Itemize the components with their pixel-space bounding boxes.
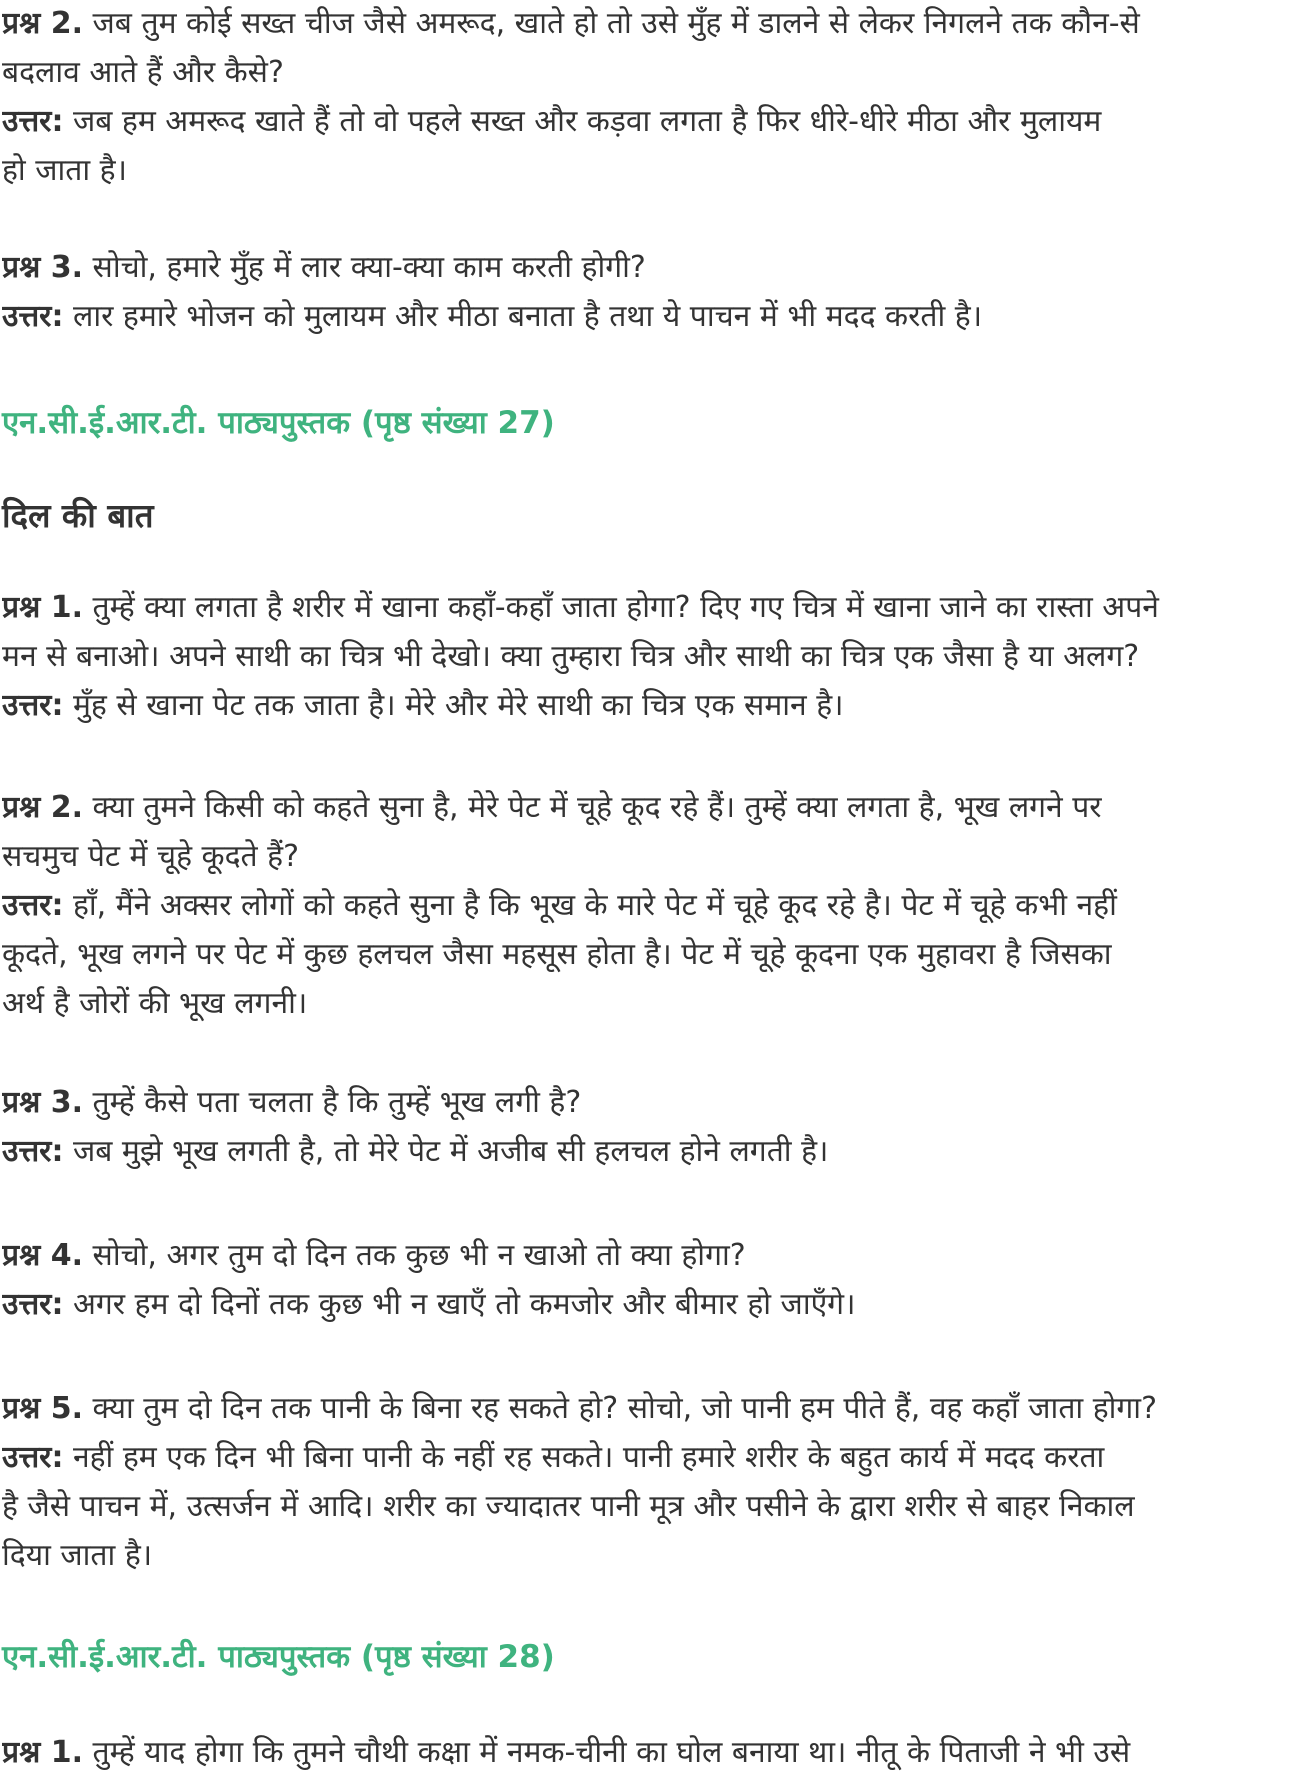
question-answer-block-6 (2, 1231, 1297, 1329)
answer-line: उत्तर: जब हम अमरूद खाते हैं तो वो पहले सख्त और कड़वा लगता है फिर धीरे-धीरे मीठा और मुलायम (2, 104, 1102, 139)
question-line: प्रश्न 2. जब तुम कोई सख्त चीज जैसे अमरूद, खाते हो तो उसे मुँह में डालने से लेकर निगलने तक कौन-से (2, 6, 1140, 41)
answer-line: उत्तर: अगर हम दो दिनों तक कुछ भी न खाएँ तो कमजोर और बीमार हो जाएँगे। (2, 1287, 856, 1322)
answer-label: उत्तर: (2, 688, 64, 723)
answer-line: दिया जाता है। (2, 1538, 153, 1573)
question-label: प्रश्न 2. (2, 6, 84, 41)
question-line: प्रश्न 3. सोचो, हमारे मुँह में लार क्या-क्या काम करती होगी? (2, 250, 646, 285)
answer-line: उत्तर: नहीं हम एक दिन भी बिना पानी के नहीं रह सकते। पानी हमारे शरीर के बहुत कार्य में मदद करता (2, 1440, 1105, 1475)
question-label: प्रश्न 4. (2, 1238, 84, 1273)
answer-line: उत्तर: जब मुझे भूख लगती है, तो मेरे पेट में अजीब सी हलचल होने लगती है। (2, 1134, 829, 1169)
question-line: प्रश्न 4. सोचो, अगर तुम दो दिन तक कुछ भी न खाओ तो क्या होगा? (2, 1238, 746, 1273)
question-line: बदलाव आते हैं और कैसे? (2, 55, 284, 90)
question-answer-block-2 (2, 243, 1297, 341)
question-label: प्रश्न 3. (2, 250, 84, 285)
question-answer-block-1 (2, 0, 1297, 195)
question-answer-block-3 (2, 583, 1297, 730)
question-label: प्रश्न 1. (2, 590, 84, 625)
answer-label: उत्तर: (2, 299, 64, 334)
answer-label: उत्तर: (2, 104, 64, 139)
answer-line: अर्थ है जोरों की भूख लगनी। (2, 986, 308, 1021)
answer-label: उत्तर: (2, 1287, 64, 1322)
question-line: प्रश्न 1. तुम्हें क्या लगता है शरीर में खाना कहाँ-कहाँ जाता होगा? दिए गए चित्र में खाना जाने का रास्ता अपने (2, 590, 1159, 625)
subsection-heading: दिल की बात (2, 496, 154, 535)
question-label: प्रश्न 5. (2, 1391, 84, 1426)
question-answer-block-5 (2, 1078, 1297, 1176)
question-line: मन से बनाओ। अपने साथी का चित्र भी देखो। क्या तुम्हारा चित्र और साथी का चित्र एक जैसा है या अलग? (2, 639, 1140, 674)
answer-label: उत्तर: (2, 888, 64, 923)
section-heading-page-28: एन.सी.ई.आर.टी. पाठ्यपुस्तक (पृष्ठ संख्या 28) (2, 1639, 555, 1675)
answer-line: उत्तर: मुँह से खाना पेट तक जाता है। मेरे और मेरे साथी का चित्र एक समान है। (2, 688, 844, 723)
question-line: प्रश्न 3. तुम्हें कैसे पता चलता है कि तुम्हें भूख लगी है? (2, 1085, 582, 1120)
answer-label: उत्तर: (2, 1440, 64, 1475)
answer-line: उत्तर: हाँ, मैंने अक्सर लोगों को कहते सुना है कि भूख के मारे पेट में चूहे कूद रहे है। पेट में चूहे कभी नहीं (2, 888, 1117, 923)
question-line: प्रश्न 5. क्या तुम दो दिन तक पानी के बिना रह सकते हो? सोचो, जो पानी हम पीते हैं, वह कहाँ जाता होगा? (2, 1391, 1158, 1426)
question-label: प्रश्न 2. (2, 790, 84, 825)
question-line: प्रश्न 1. तुम्हें याद होगा कि तुमने चौथी कक्षा में नमक-चीनी का घोल बनाया था। नीतू के पिताजी ने भी उसे (2, 1735, 1131, 1770)
question-answer-block-4 (2, 783, 1297, 1028)
question-line: प्रश्न 2. क्या तुमने किसी को कहते सुना है, मेरे पेट में चूहे कूद रहे हैं। तुम्हें क्या लगता है, भूख लगने पर (2, 790, 1102, 825)
answer-line: उत्तर: लार हमारे भोजन को मुलायम और मीठा बनाता है तथा ये पाचन में भी मदद करती है। (2, 299, 983, 334)
section-heading-page-27: एन.सी.ई.आर.टी. पाठ्यपुस्तक (पृष्ठ संख्या 27) (2, 405, 555, 441)
question-label: प्रश्न 3. (2, 1085, 84, 1120)
question-answer-block-8 (2, 1728, 1297, 1777)
answer-label: उत्तर: (2, 1134, 64, 1169)
question-label: प्रश्न 1. (2, 1735, 84, 1770)
answer-line: कूदते, भूख लगने पर पेट में कुछ हलचल जैसा महसूस होता है। पेट में चूहे कूदना एक मुहावरा है जिसका (2, 937, 1112, 972)
answer-line: हो जाता है। (2, 153, 127, 188)
question-answer-block-7 (2, 1384, 1297, 1580)
question-line: सचमुच पेट में चूहे कूदते हैं? (2, 839, 300, 874)
answer-line: है जैसे पाचन में, उत्सर्जन में आदि। शरीर का ज्यादातर पानी मूत्र और पसीने के द्वारा शरीर से बाहर निकाल (2, 1489, 1135, 1524)
